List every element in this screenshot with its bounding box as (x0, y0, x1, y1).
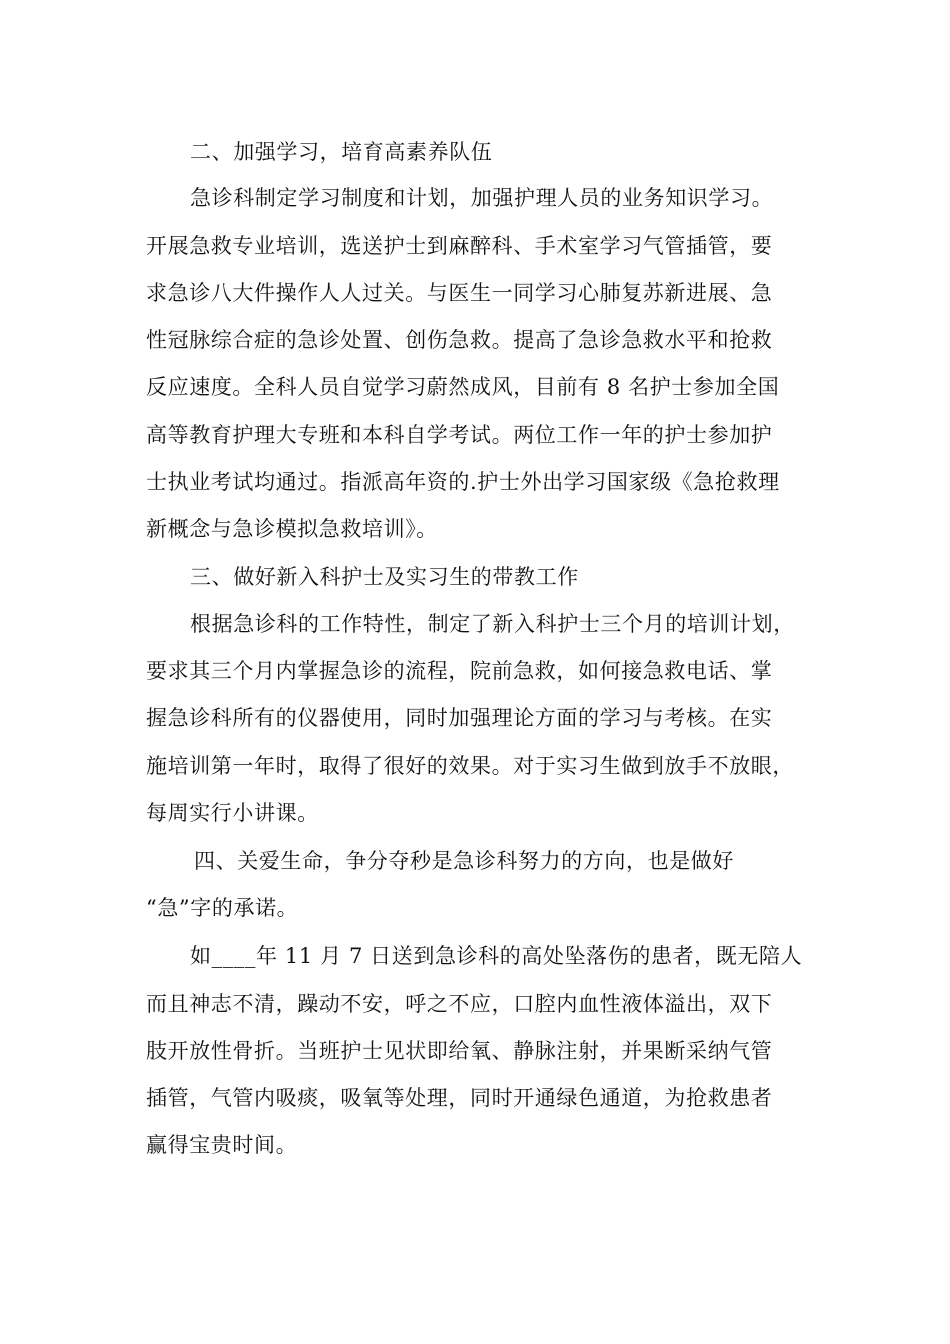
heading-section-4-continued: “急”字的承诺。 (146, 896, 299, 920)
paragraph-line: 要求其三个月内掌握急诊的流程，院前急救，如何接急救电话、掌 (146, 659, 773, 683)
paragraph-line: 握急诊科所有的仪器使用，同时加强理论方面的学习与考核。在实 (146, 706, 773, 730)
paragraph-line: 赢得宝贵时间。 (146, 1133, 298, 1157)
paragraph-line: 高等教育护理大专班和本科自学考试。两位工作一年的护士参加护 (146, 423, 773, 447)
paragraph-line: 每周实行小讲课。 (146, 801, 319, 825)
paragraph-line: 急诊科制定学习制度和计划，加强护理人员的业务知识学习。 (190, 186, 774, 210)
paragraph-line: 性冠脉综合症的急诊处置、创伤急救。提高了急诊急救水平和抢救 (146, 328, 773, 352)
heading-section-2: 二、加强学习，培育高素养队伍 (190, 140, 493, 164)
paragraph-line: 开展急救专业培训，选送护士到麻醉科、手术室学习气管插管，要 (146, 234, 773, 258)
paragraph-line: 肢开放性骨折。当班护士见状即给氧、静脉注射，并果断采纳气管 (146, 1039, 773, 1063)
heading-section-3: 三、做好新入科护士及实习生的带教工作 (190, 565, 579, 589)
paragraph-line: 而且神志不清，躁动不安，呼之不应，口腔内血性液体溢出，双下 (146, 992, 773, 1016)
paragraph-line: 新概念与急诊模拟急救培训》。 (146, 517, 438, 541)
paragraph-line: 如____年 11 月 7 日送到急诊科的高处坠落伤的患者，既无陪人 (190, 944, 803, 968)
paragraph-line: 士执业考试均通过。指派高年资的.护士外出学习国家级《急抢救理 (146, 470, 780, 494)
paragraph-line: 反应速度。全科人员自觉学习蔚然成风，目前有 8 名护士参加全国 (146, 375, 780, 399)
paragraph-line: 插管，气管内吸痰，吸氧等处理，同时开通绿色通道，为抢救患者 (146, 1086, 773, 1110)
heading-section-4: 四、关爱生命，争分夺秒是急诊科努力的方向，也是做好 (194, 849, 734, 873)
paragraph-line: 施培训第一年时，取得了很好的效果。对于实习生做到放手不放眼， (146, 754, 794, 778)
paragraph-line: 求急诊八大件操作人人过关。与医生一同学习心肺复苏新进展、急 (146, 281, 773, 305)
paragraph-line: 根据急诊科的工作特性，制定了新入科护士三个月的培训计划， (190, 612, 795, 636)
